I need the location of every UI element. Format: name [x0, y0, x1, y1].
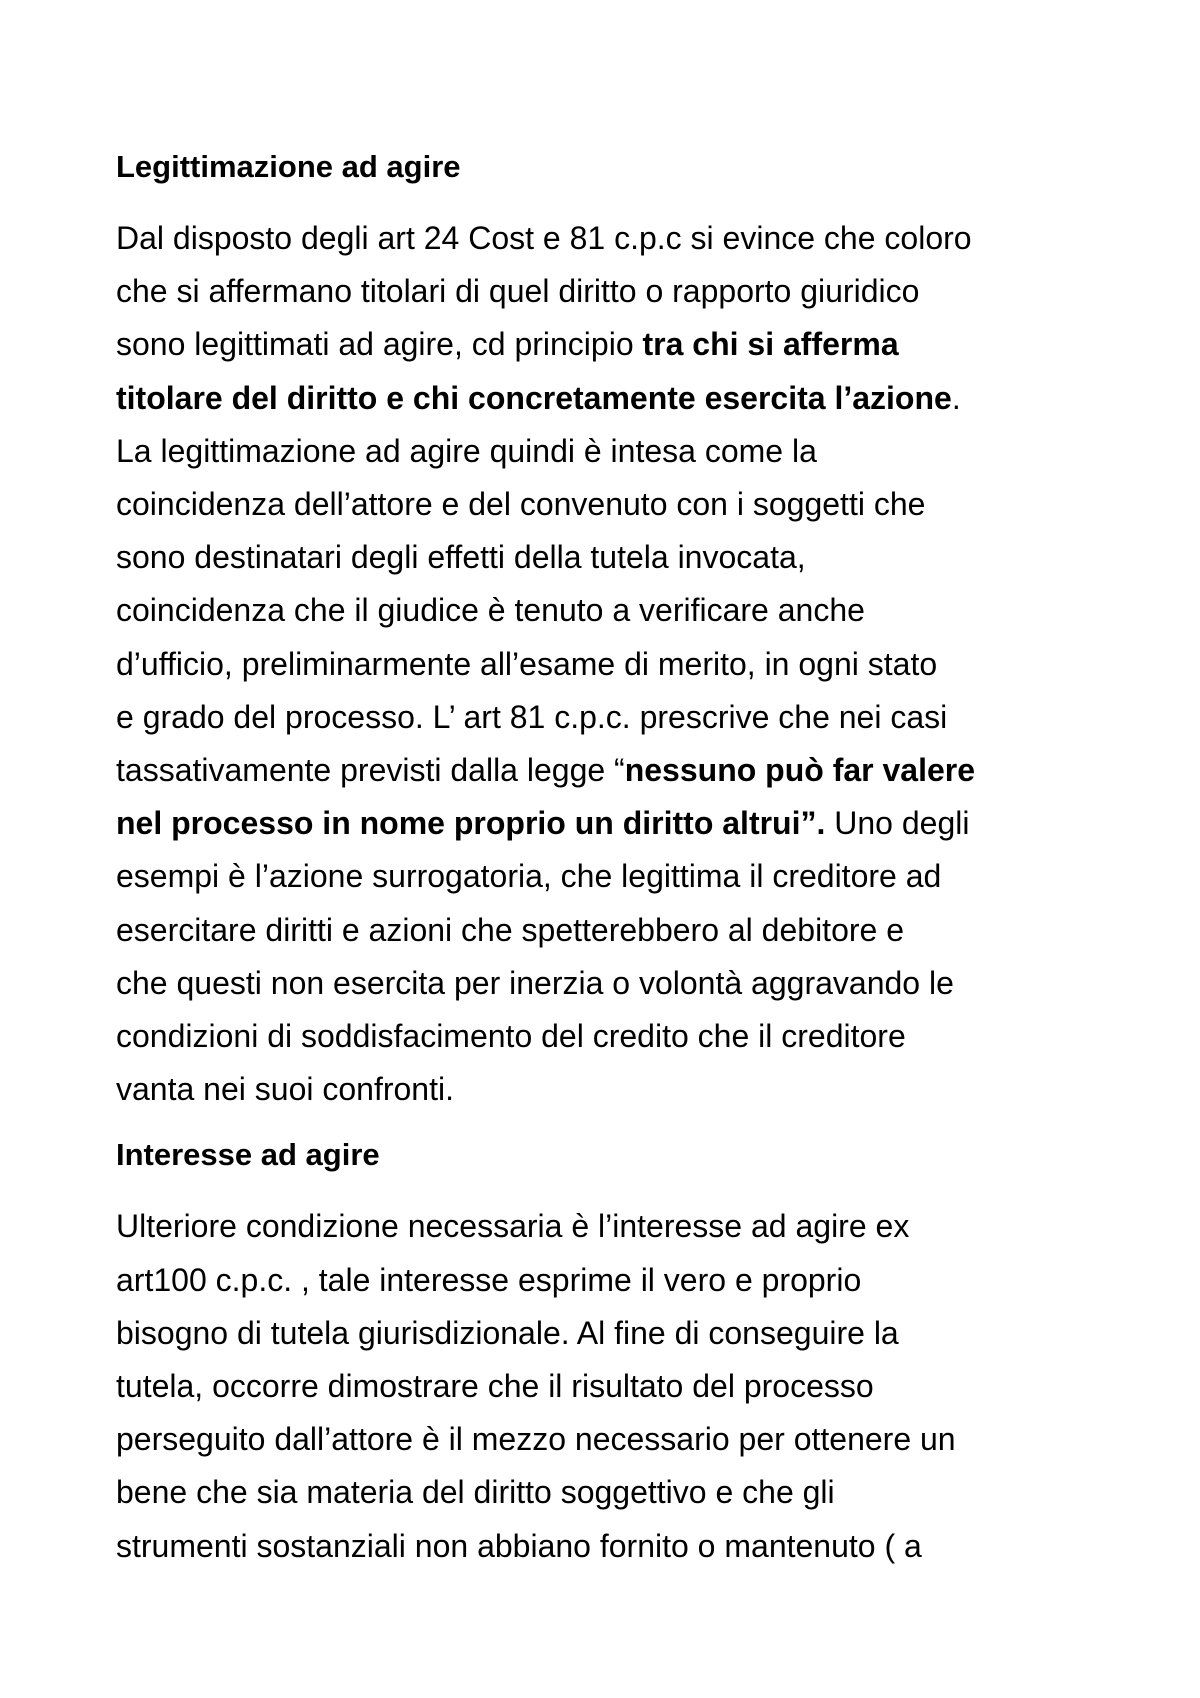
text-run: esercitare diritti e azioni che spetterebbero al debitore e	[116, 911, 904, 948]
text-line	[116, 265, 1116, 318]
text-run: .	[951, 379, 961, 416]
text-line	[116, 1063, 1116, 1116]
text-run: che questi non esercita per inerzia o volontà aggravando le	[116, 964, 954, 1001]
bold-text-run: tra chi si afferma	[642, 326, 899, 363]
text-line	[116, 744, 1116, 797]
text-run: esempi è l’azione surrogatoria, che legittima il creditore ad	[116, 858, 942, 895]
paragraph-interesse	[116, 1200, 1116, 1572]
text-run: condizioni di soddisfacimento del credito che il creditore	[116, 1018, 906, 1055]
text-line	[116, 1413, 1116, 1466]
text-run: sono destinatari degli effetti della tutela invocata,	[116, 539, 806, 576]
text-run: che si affermano titolari di quel diritto o rapporto giuridico	[116, 273, 920, 310]
text-run: bisogno di tutela giurisdizionale. Al fine di conseguire la	[116, 1314, 899, 1351]
bold-text-run: nel processo in nome proprio un diritto altrui”.	[116, 805, 826, 842]
text-line	[116, 1307, 1116, 1360]
text-line	[116, 212, 1116, 265]
bold-text-run: titolare del diritto e chi concretamente esercita l’azione	[116, 379, 952, 416]
text-line	[116, 372, 1116, 425]
text-line	[116, 1254, 1116, 1307]
text-line	[116, 850, 1116, 903]
text-run: d’ufficio, preliminarmente all’esame di merito, in ogni stato	[116, 645, 938, 682]
text-line	[116, 1466, 1116, 1519]
text-run: Uno degli	[825, 805, 970, 842]
text-run: tassativamente previsti dalla legge “	[116, 752, 625, 789]
text-run: sono legittimati ad agire, cd principio	[116, 326, 643, 363]
text-line	[116, 478, 1116, 531]
text-line	[116, 957, 1116, 1010]
text-run: perseguito dall’attore è il mezzo necessario per ottenere un	[116, 1421, 956, 1458]
section-heading-legittimazione: Legittimazione ad agire	[116, 149, 461, 184]
text-line	[116, 318, 1116, 371]
text-run: La legittimazione ad agire quindi è intesa come la	[116, 432, 817, 469]
document-body	[116, 148, 1116, 1573]
text-line	[116, 531, 1116, 584]
text-run: Dal disposto degli art 24 Cost e 81 c.p.c si evince che coloro	[116, 220, 972, 256]
text-run: art100 c.p.c. , tale interesse esprime il vero e proprio	[116, 1261, 862, 1298]
text-line	[116, 797, 1116, 850]
bold-text-run: nessuno può far valere	[624, 752, 976, 789]
text-line	[116, 638, 1116, 691]
text-run: vanta nei suoi confronti.	[116, 1071, 454, 1108]
text-line	[116, 584, 1116, 637]
text-line	[116, 425, 1116, 478]
text-run: strumenti sostanziali non abbiano fornito o mantenuto ( a	[116, 1527, 922, 1564]
section-heading-interesse: Interesse ad agire	[116, 1137, 380, 1173]
text-run: coincidenza dell’attore e del convenuto con i soggetti che	[116, 486, 926, 523]
text-line	[116, 904, 1116, 957]
text-run: e grado del processo. L’ art 81 c.p.c. prescrive che nei casi	[116, 698, 948, 735]
text-line	[116, 1520, 1116, 1573]
text-line	[116, 1010, 1116, 1063]
text-run: bene che sia materia del diritto soggettivo e che gli	[116, 1474, 835, 1511]
text-line	[116, 691, 1116, 744]
text-line	[116, 1360, 1116, 1413]
text-run: coincidenza che il giudice è tenuto a verificare anche	[116, 592, 865, 629]
text-run: Ulteriore condizione necessaria è l’interesse ad agire ex	[116, 1208, 910, 1245]
text-line	[116, 1200, 1116, 1253]
paragraph-legittimazione	[116, 212, 1116, 1116]
text-run: tutela, occorre dimostrare che il risultato del processo	[116, 1368, 874, 1405]
